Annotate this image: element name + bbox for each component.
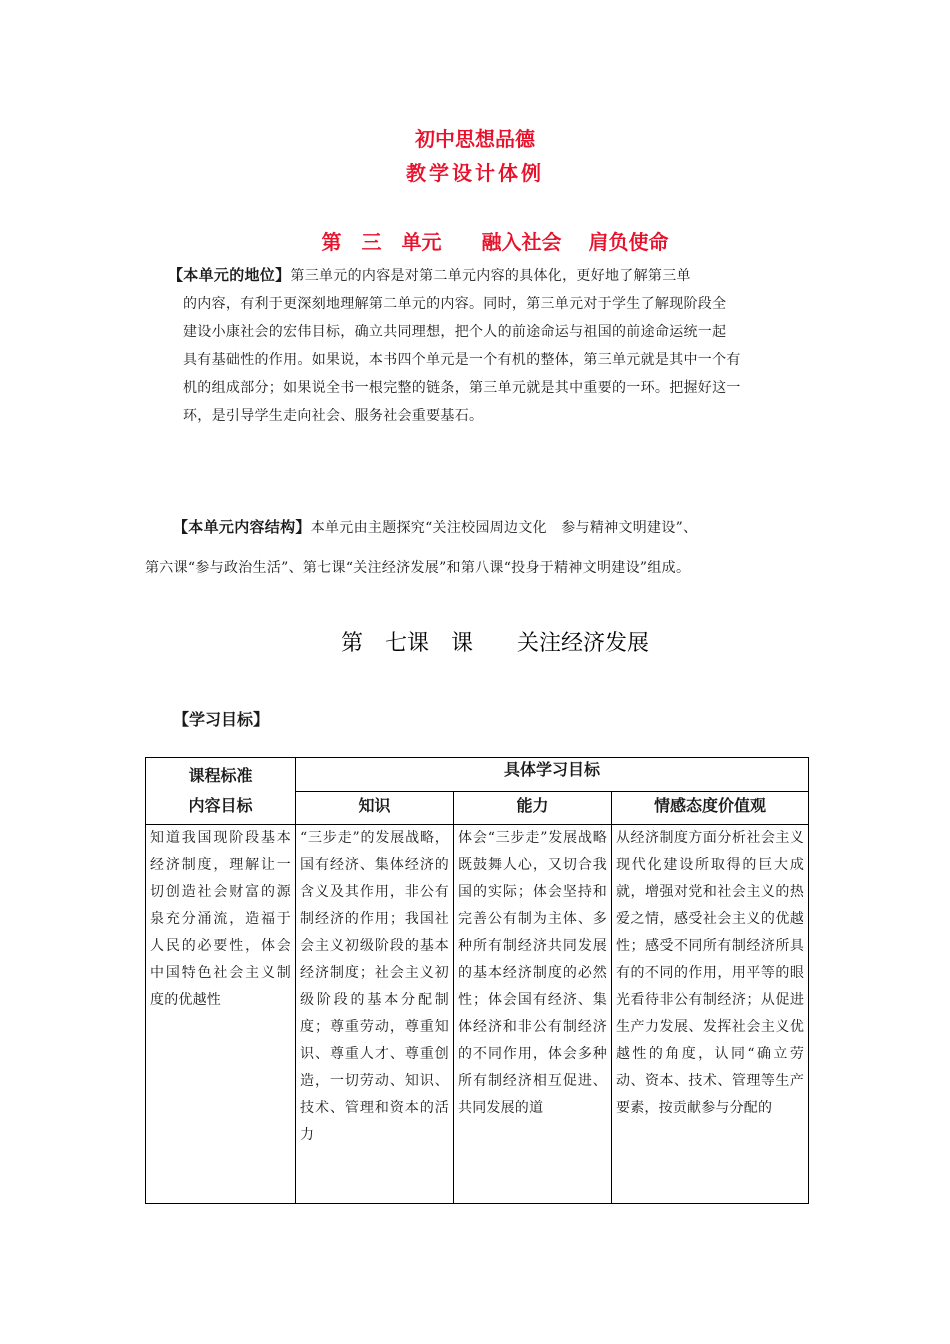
document-subtitle: 教学设计体例 <box>406 161 544 185</box>
unit-structure-label: 【本单元内容结构】 <box>173 518 311 536</box>
header-specific: 具体学习目标 <box>504 760 601 779</box>
unit-structure-line: 本单元由主题探究“关注校园周边文化 参与精神文明建设”、 <box>310 520 698 536</box>
unit-structure-section <box>145 513 825 582</box>
knowledge-text: “三步走”的发展战略，国有经济、集体经济的含义及其作用，非公有制经济的作用；我国社会主义初级阶段的基本经济制度；社会主义初级阶段的基本分配制度；尊重劳动，尊重知识、尊重人才、尊重创造，一切劳动、知识、技术、管理和资本的活力 <box>300 830 449 1143</box>
unit-position-line: 机的组成部分；如果说全书一根完整的链条，第三单元就是其中重要的一环。把握好这一 <box>183 380 741 396</box>
unit-title: 第 三 单元 融入社会 肩负使命 <box>321 230 669 254</box>
attitude-text: 从经济制度方面分析社会主义现代化建设所取得的巨大成就，增强对党和社会主义的热爱之情，感受社会主义的优越性；感受不同所有制经济所具有的不同的作用，用平等的眼光看待非公有制经济；从促进生产力发展、发挥社会主义优越性的角度，认同“确立劳动、资本、技术、管理等生产要素，按贡献参与分配的 <box>616 830 805 1116</box>
unit-position-line: 环，是引导学生走向社会、服务社会重要基石。 <box>183 408 484 424</box>
learning-goals-label: 【学习目标】 <box>173 710 270 729</box>
table-cell <box>296 825 454 1204</box>
unit-structure-line: 第六课“参与政治生活”、第七课“关注经济发展”和第八课“投身于精神文明建设”组成。 <box>145 560 691 576</box>
unit-position-line: 第三单元的内容是对第二单元内容的具体化，更好地了解第三单 <box>290 268 691 284</box>
header-cell-attitude <box>612 792 809 825</box>
header-cell-knowledge <box>296 792 454 825</box>
header-knowledge: 知识 <box>358 796 391 815</box>
header-ability: 能力 <box>516 796 549 815</box>
header-cell-ability <box>454 792 612 825</box>
standard-text: 知道我国现阶段基本经济制度，理解让一切创造社会财富的源泉充分涌流，造福于人民的必要性，体会中国特色社会主义制度的优越性 <box>150 830 291 1008</box>
ability-text: 体会“三步走”发展战略既鼓舞人心，又切合我国的实际；体会坚持和完善公有制为主体、多种所有制经济共同发展的基本经济制度的必然性；体会国有经济、集体经济和非公有制经济的不同作用，体会多种所有制经济相互促进、共同发展的道 <box>458 830 607 1116</box>
header-attitude: 情感态度价值观 <box>654 796 767 815</box>
header-standard-line2: 内容目标 <box>188 796 253 815</box>
table-cell <box>454 825 612 1204</box>
unit-position-line: 具有基础性的作用。如果说，本书四个单元是一个有机的整体，第三单元就是其中一个有 <box>183 352 741 368</box>
header-cell-specific <box>296 758 809 792</box>
table-cell <box>612 825 809 1204</box>
header-standard-line1: 课程标准 <box>188 766 253 785</box>
lesson-title: 第 七课 课 关注经济发展 <box>340 631 649 656</box>
unit-position-line: 建设小康社会的宏伟目标，确立共同理想，把个人的前途命运与祖国的前途命运统一起 <box>183 324 727 340</box>
document-title: 初中思想品德 <box>415 127 535 151</box>
learning-goals-table <box>145 757 809 1204</box>
table-cell <box>146 825 296 1204</box>
unit-position-label: 【本单元的地位】 <box>168 266 291 284</box>
unit-position-line: 的内容，有利于更深刻地理解第二单元的内容。同时，第三单元对于学生了解现阶段全 <box>183 296 727 312</box>
unit-position-section <box>168 261 813 430</box>
header-cell-standard <box>146 758 296 825</box>
